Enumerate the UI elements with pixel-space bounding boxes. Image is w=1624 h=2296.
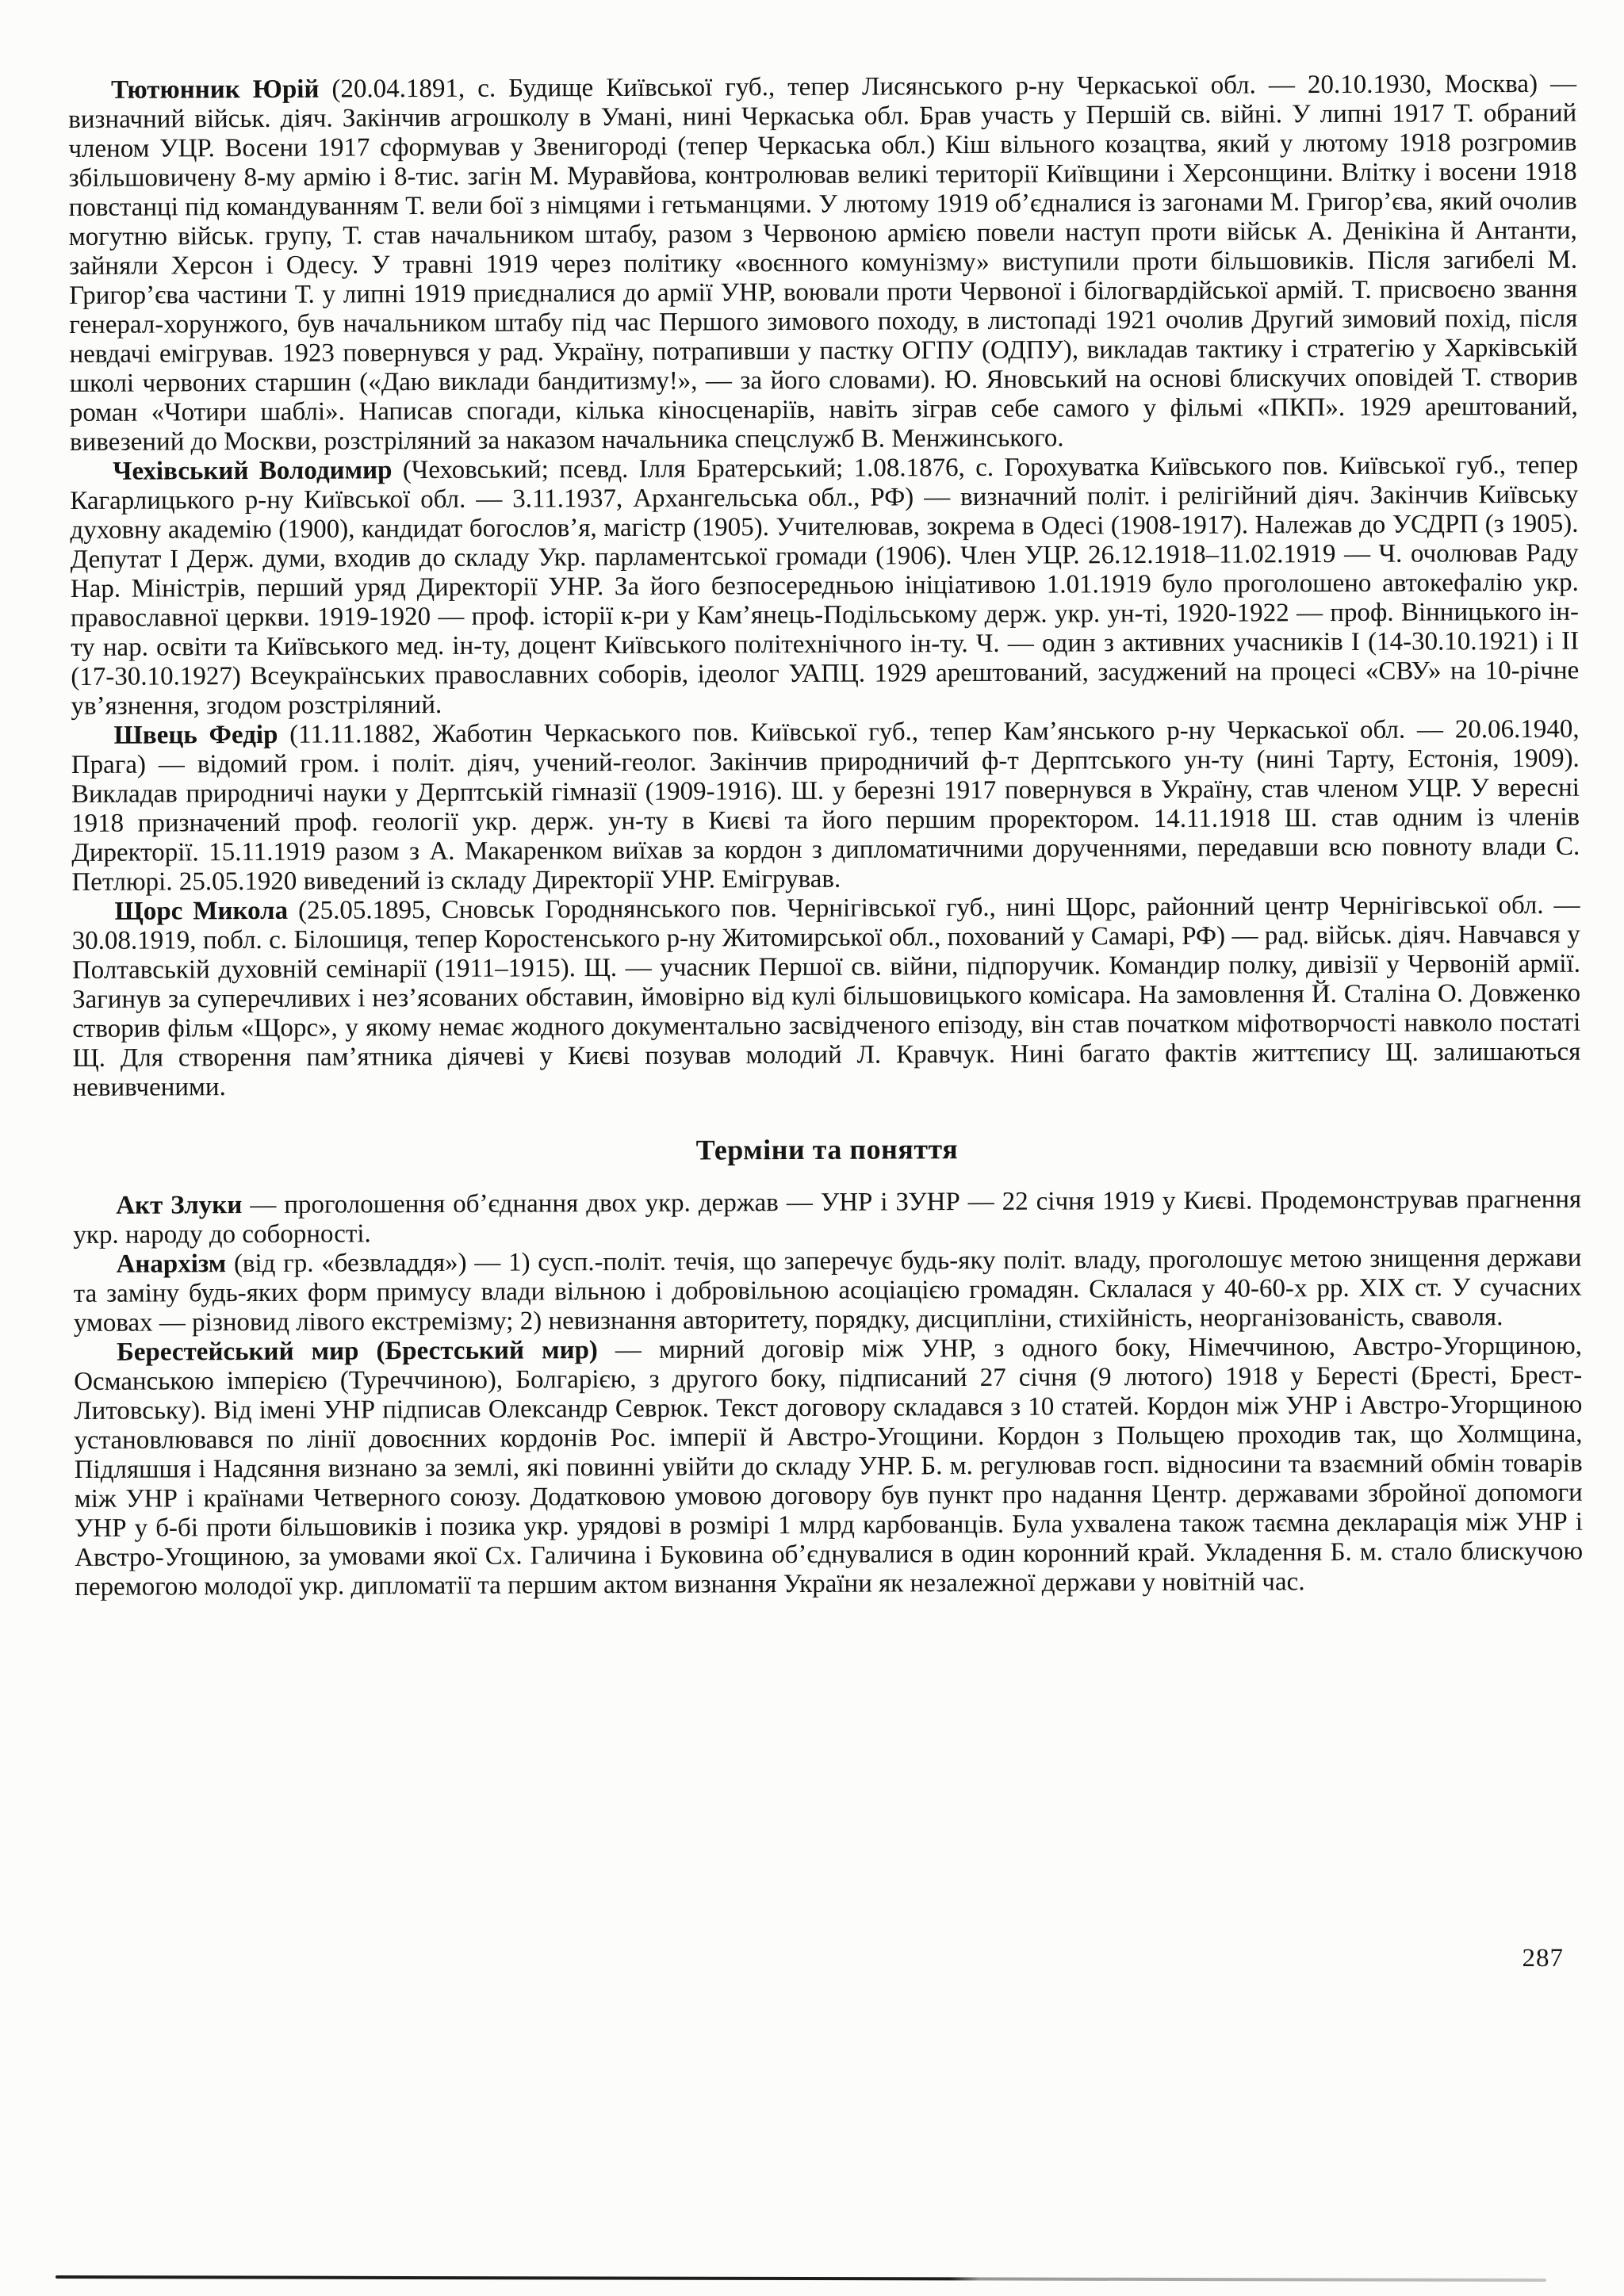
biography-entry [68,70,1578,457]
entry-text: (11.11.1882, Жаботин Черкаського пов. Київської губ., тепер Кам’янського р-ну Черкаської обл. — 20.06.1940, Прага) — відомий гром. і політ. діяч, учений-геолог. Закінчив природничий ф-т Дерптського ун-ту (нині Тарту, Естонія, 1909). Викладав природничі науки у Дерптській гімназії (1909-1916). Ш. у березні 1917 повернувся в Україну, став членом УЦР. У вересні 1918 призначений проф. геології укр. держ. ун-ту в Києві та його першим проректором. 14.11.1918 Ш. став одним із членів Директорії. 15.11.1919 разом з А. Макаренком виїхав за кордон з дипломатичними дорученнями, передавши всю повноту влади С. Петлюрі. 25.05.1920 виведений із складу Директорії УНР. Емігрував. [71,714,1580,897]
entry-term: Анархізм [116,1249,227,1279]
biography-section [68,70,1581,1103]
page-number: 287 [1522,1944,1564,1973]
glossary-entry [73,1185,1581,1250]
glossary-section [73,1185,1583,1602]
entry-text: (Чеховський; псевд. Ілля Братерський; 1.08.1876, с. Горохуватка Київського пов. Київської губ., тепер Кагарлицького р-ну Київської обл. — 3.11.1937, Архангельська обл., РФ) — визначний політ. і релігійний діяч. Закінчив Київську духовну академію (1900), кандидат богослов’я, магістр (1905). Учителював, зокрема в Одесі (1908-1917). Належав до УСДРП (з 1905). Депутат I Держ. думи, входив до складу Укр. парламентської громади (1906). Член УЦР. 26.12.1918–11.02.1919 — Ч. очолював Раду Нар. Міністрів, перший уряд Директорії УНР. За його безпосередньою ініціативою 1.01.1919 було проголошено автокефалію укр. православної церкви. 1919-1920 — проф. історії к-ри у Кам’янець-Подільському держ. укр. ун-ті, 1920-1922 — проф. Вінницького ін-ту нар. освіти та Київського мед. ін-ту, доцент Київського політехнічного ін-ту. Ч. — один з активних учасників I (14-30.10.1921) і II (17-30.10.1927) Всеукраїнських православних соборів, ідеолог УАПЦ. 1929 арештований, засуджений на процесі «СВУ» на 10-річне ув’язнення, згодом розстріляний. [70,450,1580,721]
biography-entry [70,451,1579,721]
entry-text: (20.04.1891, с. Будище Київської губ., тепер Лисянського р-ну Черкаської обл. — 20.10.1930, Москва) — визначний військ. діяч. Закінчив агрошколу в Умані, нині Черкаська обл. Брав участь у Першій св. війні. У липні 1917 Т. обраний членом УЦР. Восени 1917 сформував у Звенигороді (тепер Черкаська обл.) Кіш вільного козацтва, який у лютому 1918 розгромив збільшовичену 8-му армію і 8-тис. загін М. Муравйова, контролював великі території Київщини і Херсонщини. Влітку і восени 1918 повстанці під командуванням Т. вели бої з німцями і гетьманцями. У лютому 1919 об’єдналися із загонами М. Григор’єва, який очолив могутню військ. групу, Т. став начальником штабу, разом з Червоною армією повели наступ проти військ А. Денікіна й Антанти, зайняли Херсон і Одесу. У травні 1919 через політику «воєнного комунізму» виступили проти більшовиків. Після загибелі М. Григор’єва частини Т. у липні 1919 приєдналися до армії УНР, воювали проти Червоної і білогвардійської армій. Т. присвоєно звання генерал-хорунжого, був начальником штабу під час Першого зимового походу, в листопаді 1921 очолив Другий зимовий похід, після невдачі емігрував. 1923 повернувся у рад. Україну, потрапивши у пастку ОГПУ (ОДПУ), викладав тактику і стратегію у Харківській школі червоних старшин («Даю виклади бандитизму!», — за його словами). Ю. Яновський на основі блискучих оповідей Т. створив роман «Чотири шаблі». Написав спогади, кілька кіносценаріїв, навіть зіграв себе самого у фільмі «ПКП». 1929 арештований, вивезений до Москви, розстріляний за наказом начальника спецслужб В. Менжинського. [68,69,1578,457]
page-content [68,70,1583,1602]
biography-entry [72,891,1581,1103]
glossary-entry [73,1244,1581,1338]
glossary-entry [74,1332,1583,1602]
scan-edge-artifact [56,2275,1546,2282]
entry-term: Берестейський мир (Брестський мир) [116,1336,598,1367]
entry-text: — мирний договір між УНР, з одного боку, Німеччиною, Австро-Угорщиною, Османською імперією (Туреччиною), Болгарією, з другого боку, підписаний 27 січня (9 лютого) 1918 у Бересті (Бресті, Брест-Литовську). Від імені УНР підписав Олександр Севрюк. Текст договору складався з 10 статей. Кордон між УНР і Австро-Угорщиною установлювався по лінії довоєнних кордонів Рос. імперії й Австро-Угощини. Кордон з Польщею проходив так, що Холмщина, Підляшшя і Надсяння визнано за землі, які повинні увійти до складу УНР. Б. м. регулював госп. відносини та взаємний обмін товарів між УНР і країнами Четверного союзу. Додатковою умовою договору був пункт про надання Центр. державами збройної допомоги УНР у б-бі проти більшовиків і позика укр. урядові в розмірі 1 млрд карбованців. Була ухвалена також таємна декларація між УНР і Австро-Угощиною, за умовами якої Сх. Галичина і Буковина об’єднувалися в один коронний край. Укладення Б. м. стало блискучою перемогою молодої укр. дипломатії та першим актом визнання України як незалежної держави у новітній час. [74,1331,1584,1601]
section-heading: Терміни та поняття [695,1133,959,1166]
entry-term: Щорс Микола [114,896,289,926]
entry-term: Швець Федір [113,720,278,750]
entry-term: Чехівський Володимир [113,456,393,486]
entry-text: (від гр. «безвладдя») — 1) сусп.-політ. течія, що заперечує будь-яку політ. владу, проголошує метою знищення держави та заміну будь-яких форм примусу влади вільною і добровільною асоціацією громадян. Склалася у 40-60-х рр. XIX ст. У сучасних умовах — різновид лівого екстремізму; 2) невизнання авторитету, порядку, дисципліни, стихійність, неорганізованість, сваволя. [73,1243,1582,1337]
entry-term: Тютюнник Юрій [110,75,320,105]
entry-text: — проголошення об’єднання двох укр. держав — УНР і ЗУНР — 22 січня 1919 у Києві. Продемонстрував прагнення укр. народу до соборності. [73,1184,1582,1249]
entry-term: Акт Злуки [116,1191,243,1220]
entry-text: (25.05.1895, Сновськ Городнянського пов. Чернігівської губ., нині Щорс, районний центр Чернігівської обл. — 30.08.1919, побл. с. Білошиця, тепер Коростенського р-ну Житомирської обл., похований у Самарі, РФ) — рад. військ. діяч. Навчався у Полтавській духовній семінарії (1911–1915). Щ. — учасник Першої св. війни, підпоручик. Командир полку, дивізії у Червоній армії. Загинув за суперечливих і нез’ясованих обставин, ймовірно від кулі більшовицького комісара. На замовлення Й. Сталіна О. Довженко створив фільм «Щорс», у якому немає жодного документально засвідченого епізоду, він став початком міфотворчості навколо постаті Щ. Для створення пам’ятника діячеві у Києві позував молодий Л. Кравчук. Нині багато фактів життєпису Щ. залишаються невивченими. [71,890,1581,1102]
biography-entry [71,715,1580,897]
